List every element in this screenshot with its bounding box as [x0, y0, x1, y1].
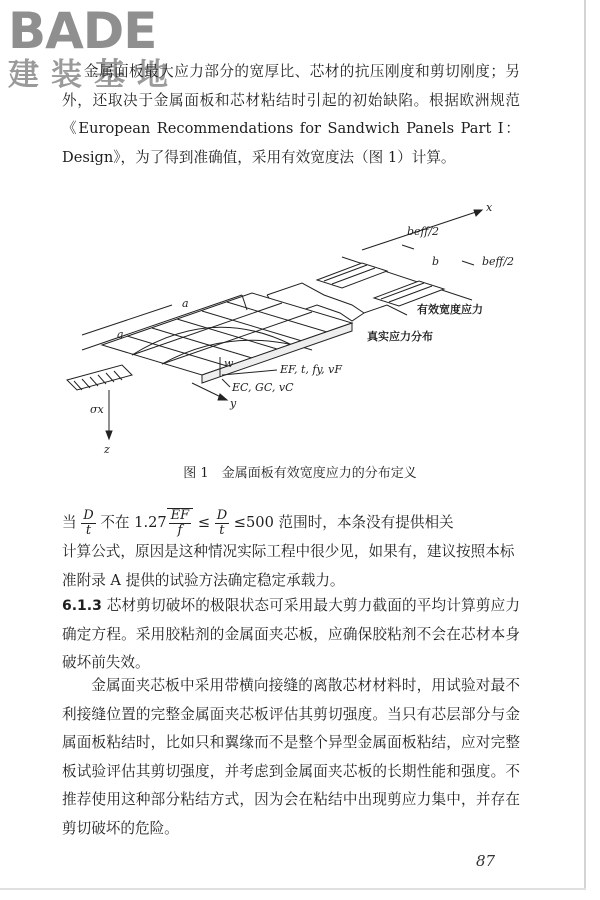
fraction-numerator: D: [83, 507, 94, 523]
paragraph-4: 金属面夹芯板中采用带横向接缝的离散芯材材料时，用试验对最不利接缝位置的完整金属面夹芯板评估其剪切强度。当只有芯层部分与金属面板粘结时，比如只和翼缘而不是整个异型金属面板粘结，应对完整板试验评估其剪切强度，并考虑到金属面夹芯板的长期性能和强度。不推荐使用这种部分粘结方式，因为会在粘结中出现剪应力集中，并存在剪切破坏的危险。: [62, 677, 520, 837]
a-label-left: a: [117, 328, 124, 341]
beff-label-right: beff/2: [482, 255, 515, 268]
core-props-label: EC, GC, vC: [232, 381, 294, 394]
logo-subtitle: 建装基地: [8, 57, 180, 93]
z-label: z: [104, 443, 110, 456]
sqrt-expression: [167, 508, 194, 538]
effective-strip-left: [317, 263, 387, 288]
f-denominator: f: [177, 523, 183, 538]
w-label: w: [224, 357, 234, 370]
le-symbol: ≤: [197, 514, 211, 531]
ef-over-f: [169, 509, 192, 538]
page-number: 87: [476, 852, 496, 870]
clause-text: 芯材剪切破坏的极限状态可采用最大剪力截面的平均计算剪应力确定方程。采用胶粘剂的金属面夹芯板，应确保胶粘剂不会在芯材本身破坏前失效。: [62, 597, 520, 671]
not-in-text: 不在 1.27: [100, 514, 167, 531]
figure-caption: 图 1 金属面板有效宽度应力的分布定义: [183, 466, 417, 481]
paragraph-3: [62, 592, 520, 678]
formula-line: [62, 508, 520, 538]
d-over-t-2: [215, 509, 229, 538]
line1-rest: 范围时，本条没有提供相关: [278, 514, 454, 531]
x-label: x: [486, 201, 493, 214]
a-label-top: a: [182, 297, 189, 310]
x-arrow: [474, 210, 482, 216]
y-label: y: [230, 397, 237, 410]
sigma-label: σx: [90, 403, 104, 416]
face-props-label: EF, t, fy, vF: [280, 363, 343, 376]
paragraph-2: [62, 508, 520, 595]
when-text: 当: [62, 514, 77, 531]
clause-number: 6.1.3: [62, 598, 102, 614]
hatched-support: [67, 365, 132, 390]
le-500: ≤500: [233, 514, 274, 531]
true-stress-label: 真实应力分布: [367, 330, 433, 343]
d-over-t: [81, 509, 95, 538]
ef-numerator: EF: [170, 508, 190, 523]
fraction-numerator-2: D: [216, 507, 228, 523]
paragraph-1: 金属面板最大应力部分的宽厚比、芯材的抗压刚度和剪切刚度；另外，还取决于金属面板和芯材粘结时引起的初始缺陷。根据欧洲规范《European Recommendations for Sandwich Panels Part Ⅰ：Design》，为了得到准确值，采用有效宽度法（图 1）计算。: [62, 63, 520, 166]
b-label: b: [432, 255, 440, 268]
paragraph-2-rest: 计算公式，原因是这种情况实际工程中很少见，如果有，建议按照本标准附录 A 提供的试验方法确定稳定承载力。: [62, 543, 515, 589]
effective-width-figure: [62, 195, 532, 460]
page-edge: [584, 0, 586, 890]
beff-label-top: beff/2: [407, 225, 440, 238]
logo-name: BADE: [8, 2, 157, 60]
effective-stress-label: 有效宽度应力: [417, 303, 483, 316]
page-bottom-edge: [0, 888, 586, 890]
fraction-denominator-2: t: [219, 522, 225, 538]
fraction-denominator: t: [85, 522, 92, 538]
